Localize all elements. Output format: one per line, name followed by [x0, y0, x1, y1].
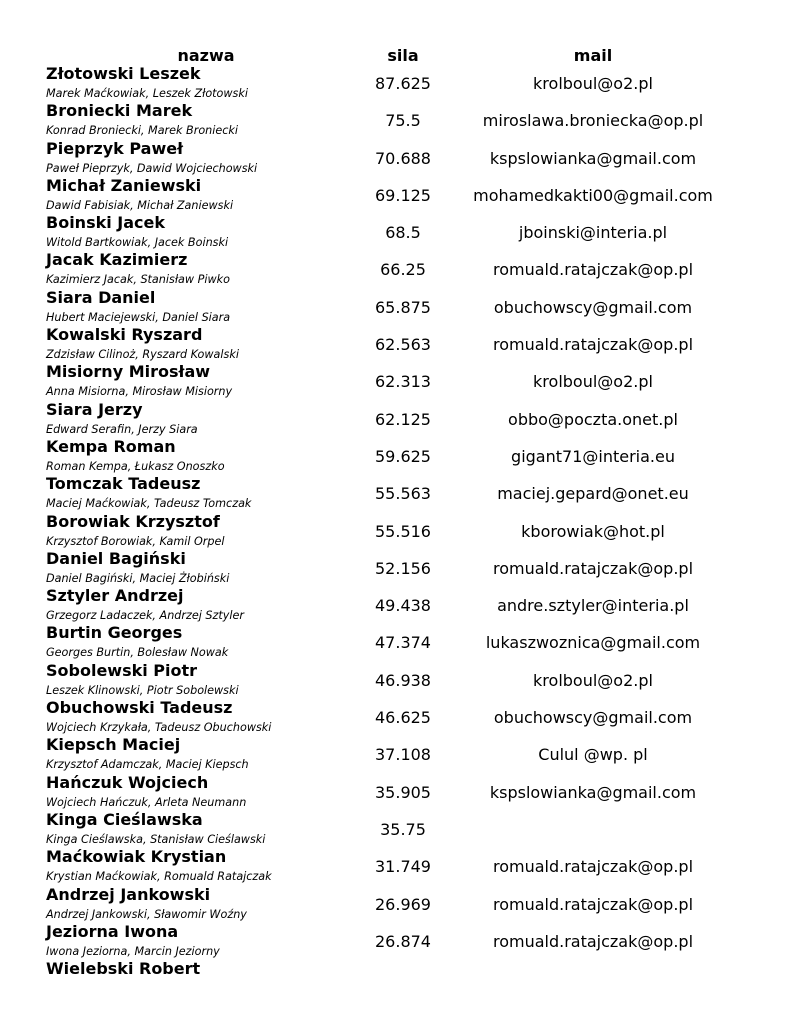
table-row — [0, 699, 791, 736]
column-header-score: sila — [387, 46, 419, 65]
team-mail: romuald.ratajczak@op.pl — [492, 857, 694, 877]
table-row — [0, 475, 791, 512]
team-score: 26.874 — [375, 931, 431, 951]
team-name: Kempa Roman — [46, 436, 176, 456]
team-players: Grzegorz Ladaczek, Andrzej Sztyler — [46, 609, 244, 623]
team-players: Anna Misiorna, Mirosław Misiorny — [46, 385, 233, 399]
team-players: Krzysztof Adamczak, Maciej Kiepsch — [46, 758, 249, 772]
team-name: Misiorny Mirosław — [46, 362, 211, 382]
team-score: 47.374 — [375, 633, 431, 653]
team-players: Marek Maćkowiak, Leszek Złotowski — [46, 87, 248, 100]
column-header-mail: mail — [573, 46, 613, 65]
team-mail: kborowiak@hot.pl — [521, 521, 665, 541]
table-row — [0, 774, 791, 811]
table-row — [0, 326, 791, 363]
team-score: 55.516 — [375, 521, 431, 541]
team-mail: maciej.gepard@onet.eu — [497, 484, 689, 504]
team-mail: kspslowianka@gmail.com — [489, 782, 697, 802]
table-row — [0, 587, 791, 624]
team-score: 68.5 — [385, 223, 421, 243]
team-mail: romuald.ratajczak@op.pl — [492, 335, 694, 355]
team-mail: obuchowscy@gmail.com — [493, 297, 693, 317]
team-players: Roman Kempa, Łukasz Onoszko — [46, 459, 225, 473]
team-players: Maciej Maćkowiak, Tadeusz Tomczak — [46, 497, 252, 511]
table-row — [0, 662, 791, 699]
team-mail: romuald.ratajczak@op.pl — [492, 558, 694, 578]
team-name: Siara Daniel — [46, 287, 156, 307]
table-row — [0, 624, 791, 661]
team-players: Witold Bartkowiak, Jacek Boinski — [46, 236, 229, 250]
team-score: 75.5 — [385, 111, 421, 131]
team-name: Sobolewski Piotr — [46, 660, 198, 680]
team-score: 52.156 — [375, 558, 431, 578]
team-name: Michał Zaniewski — [46, 175, 202, 195]
team-players: Leszek Klinowski, Piotr Sobolewski — [46, 683, 239, 697]
team-score: 46.938 — [375, 670, 431, 690]
team-name: Daniel Bagiński — [46, 548, 186, 568]
table-row — [0, 102, 791, 139]
team-score: 62.563 — [375, 335, 431, 355]
team-players: Andrzej Jankowski, Sławomir Woźny — [46, 907, 247, 921]
team-score: 26.969 — [375, 894, 431, 914]
table-header — [0, 46, 791, 66]
team-score: 70.688 — [375, 148, 431, 168]
team-players: Zdzisław Cilinoż, Ryszard Kowalski — [46, 348, 239, 362]
team-name: Sztyler Andrzej — [46, 586, 184, 606]
team-players: Wojciech Krzykała, Tadeusz Obuchowski — [46, 721, 272, 735]
team-players: Wojciech Hańczuk, Arleta Neumann — [46, 795, 247, 809]
team-name: Tomczak Tadeusz — [46, 474, 201, 494]
team-name: Maćkowiak Krystian — [46, 847, 227, 867]
team-mail: obuchowscy@gmail.com — [493, 708, 693, 728]
team-name: Burtin Georges — [46, 623, 183, 643]
team-score: 49.438 — [375, 596, 431, 616]
table-row — [0, 251, 791, 288]
team-name: Andrzej Jankowski — [46, 884, 211, 904]
team-players: Georges Burtin, Bolesław Nowak — [46, 646, 229, 660]
table-row — [0, 65, 791, 102]
team-players: Krystian Maćkowiak, Romuald Ratajczak — [46, 870, 272, 884]
team-name: Borowiak Krzysztof — [46, 511, 220, 531]
team-name: Wielebski Robert — [46, 959, 201, 979]
team-mail: romuald.ratajczak@op.pl — [492, 931, 694, 951]
table-row — [0, 848, 791, 885]
team-players: Edward Serafin, Jerzy Siara — [46, 422, 198, 436]
team-players: Hubert Maciejewski, Daniel Siara — [46, 310, 231, 324]
table-row — [0, 401, 791, 438]
table-row — [0, 513, 791, 550]
team-players: Krzysztof Borowiak, Kamil Orpel — [46, 534, 225, 548]
team-mail: krolboul@o2.pl — [533, 74, 653, 93]
team-score: 31.749 — [375, 857, 431, 877]
table-row — [0, 177, 791, 214]
team-name: Kiepsch Maciej — [46, 735, 181, 755]
team-mail: Culul @wp. pl — [538, 745, 648, 765]
team-name: Jeziorna Iwona — [46, 921, 179, 941]
table-row — [0, 923, 791, 960]
table-row — [0, 811, 791, 848]
team-players: Kazimierz Jacak, Stanisław Piwko — [46, 273, 230, 287]
team-name: Hańczuk Wojciech — [46, 772, 209, 792]
team-mail: romuald.ratajczak@op.pl — [492, 260, 694, 280]
table-row — [0, 140, 791, 177]
team-mail: jboinski@interia.pl — [518, 223, 668, 243]
team-score: 46.625 — [375, 708, 431, 728]
table-row — [0, 886, 791, 923]
team-mail: gigant71@interia.eu — [511, 446, 675, 466]
team-name: Kowalski Ryszard — [46, 325, 203, 345]
team-mail: mohamedkakti00@gmail.com — [473, 185, 713, 205]
team-score: 35.905 — [375, 782, 431, 802]
team-score: 66.25 — [380, 260, 426, 280]
column-header-name: nazwa — [177, 46, 235, 65]
team-name: Pieprzyk Paweł — [46, 138, 184, 158]
table-row-partial — [0, 960, 791, 982]
team-name: Jacak Kazimierz — [46, 250, 188, 270]
team-score: 62.313 — [375, 372, 431, 392]
team-mail: kspslowianka@gmail.com — [489, 148, 697, 168]
team-name: Siara Jerzy — [46, 399, 143, 419]
table-row — [0, 438, 791, 475]
team-score: 37.108 — [375, 745, 431, 765]
team-players: Kinga Cieślawska, Stanisław Cieślawski — [46, 832, 266, 846]
team-mail: andre.sztyler@interia.pl — [497, 596, 689, 616]
team-name: Broniecki Marek — [46, 101, 193, 121]
table-row — [0, 363, 791, 400]
team-score: 69.125 — [375, 185, 431, 205]
team-players: Iwona Jeziorna, Marcin Jeziorny — [46, 944, 220, 958]
table-row — [0, 550, 791, 587]
table-row — [0, 736, 791, 773]
team-mail: obbo@poczta.onet.pl — [508, 409, 678, 429]
team-players: Paweł Pieprzyk, Dawid Wojciechowski — [46, 161, 258, 175]
team-mail: miroslawa.broniecka@op.pl — [482, 111, 704, 131]
team-players: Dawid Fabisiak, Michał Zaniewski — [46, 198, 234, 212]
team-score: 62.125 — [375, 409, 431, 429]
team-players: Daniel Bagiński, Maciej Żłobiński — [46, 571, 230, 585]
team-mail: romuald.ratajczak@op.pl — [492, 894, 694, 914]
table-row — [0, 214, 791, 251]
team-mail: krolboul@o2.pl — [533, 670, 653, 690]
team-score: 35.75 — [380, 819, 426, 839]
team-players: Konrad Broniecki, Marek Broniecki — [46, 124, 239, 138]
table-row — [0, 289, 791, 326]
table-body — [0, 65, 791, 982]
team-score: 55.563 — [375, 484, 431, 504]
team-name: Obuchowski Tadeusz — [46, 698, 233, 718]
team-mail: krolboul@o2.pl — [533, 372, 653, 392]
team-score: 65.875 — [375, 297, 431, 317]
team-score: 59.625 — [375, 446, 431, 466]
team-mail: lukaszwoznica@gmail.com — [485, 633, 701, 653]
team-name: Złotowski Leszek — [46, 64, 201, 83]
team-name: Kinga Cieślawska — [46, 809, 203, 829]
team-name: Boinski Jacek — [46, 213, 166, 233]
team-score: 87.625 — [375, 74, 431, 93]
